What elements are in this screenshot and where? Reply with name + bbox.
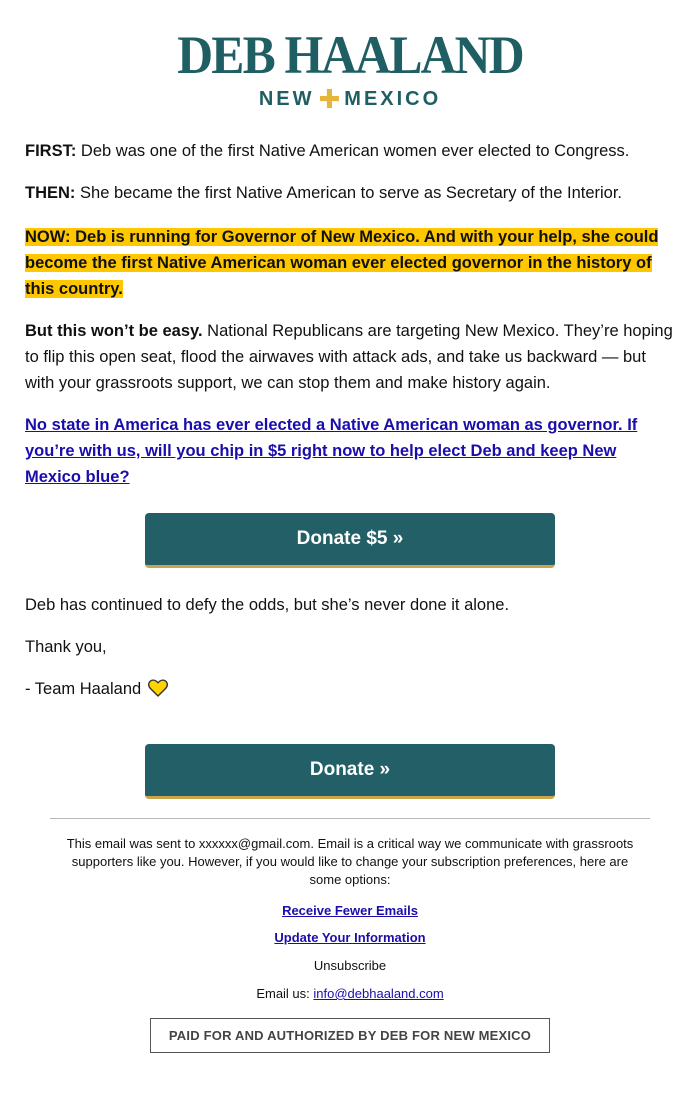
unsubscribe-link[interactable]: Unsubscribe (313, 958, 387, 973)
logo (0, 25, 700, 114)
footer-notice: This email was sent to xxxxxx@gmail.com. Email is a critical way we communicate with grassroots supporters like you. However, if you would like to change your subscription preferences, here are some options: (66, 836, 634, 887)
email-us-row (60, 985, 640, 1003)
now-highlight: NOW: Deb is running for Governor of New Mexico. And with your help, she could become the first Native American woman ever elected governor in the history of this country. (25, 228, 659, 298)
email-address-link[interactable]: info@debhaaland.com (313, 986, 444, 1001)
donate-5-button[interactable]: Donate $5 » (145, 513, 555, 568)
logo-subtitle (0, 86, 700, 112)
then-label: THEN: (25, 184, 76, 202)
fewer-emails-row (60, 902, 640, 920)
then-text: She became the first Native American to serve as Secretary of the Interior. (75, 184, 623, 202)
email-us-label: Email us: (256, 986, 314, 1001)
logo-sub-right: MEXICO (344, 88, 442, 110)
cta-paragraph (25, 412, 665, 490)
paid-for-disclaimer: PAID FOR AND AUTHORIZED BY DEB FOR NEW MEXICO (150, 1018, 550, 1053)
update-info-row (60, 929, 640, 947)
first-label: FIRST: (25, 142, 77, 160)
now-paragraph (25, 224, 665, 302)
yellow-heart-icon (148, 679, 168, 703)
first-paragraph (25, 138, 629, 164)
then-paragraph (25, 180, 622, 206)
signoff-text: - Team Haaland (25, 680, 142, 698)
easy-text: National Republicans are targeting New Mexico. They’re hoping to flip this open seat, flood the airwaves with attack ads, and take us backward — but with your grassroots support, we can stop them and make history again. (25, 322, 673, 392)
update-information-link[interactable]: Update Your Information (274, 930, 426, 945)
signoff (25, 678, 168, 703)
receive-fewer-emails-link[interactable]: Receive Fewer Emails (282, 903, 418, 918)
footer-divider (50, 818, 650, 819)
logo-sub-left: NEW (258, 88, 315, 110)
easy-label: But this won’t be easy. (25, 322, 203, 340)
first-text: Deb was one of the first Native American women ever elected to Congress. (76, 142, 630, 160)
logo-title: DEB HAALAND (177, 25, 523, 85)
donate-button[interactable]: Donate » (145, 744, 555, 799)
odds-text: Deb has continued to defy the odds, but she’s never done it alone. (25, 596, 510, 614)
cta-link[interactable]: No state in America has ever elected a Native American woman as governor. If you’re with us, will you chip in $5 right now to help elect Deb and keep New Mexico blue? (25, 416, 638, 486)
thanks-text: Thank you, (25, 638, 107, 656)
zia-sun-icon: ✚ (318, 84, 341, 114)
easy-paragraph (25, 318, 675, 396)
